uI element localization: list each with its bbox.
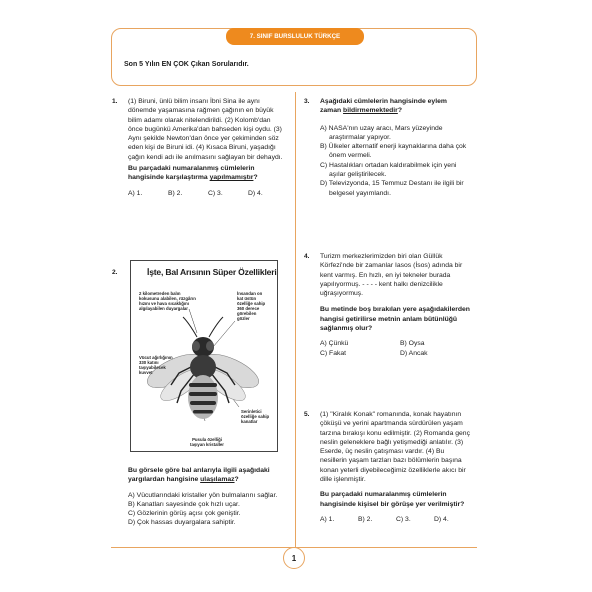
label-antennae: 2 kilometreden balın kokusunu alabilen, rüzgârın hızını ve hava sıcaklığını algılayabilen duyargalar [139,291,196,312]
question-1-prompt: Bu parçadaki numaralanmış cümlelerin hangisinde karşılaştırma yapılmamıştır? [128,165,258,182]
infographic-title: İşte, Bal Arısının Süper Özellikleri [147,267,277,277]
option-a[interactable]: A) 1. [320,515,335,523]
question-5 [304,410,470,524]
option-a[interactable]: A) NASA'nın uzay aracı, Mars yüzeyinde araştırmalar yapıyor. [320,124,443,141]
question-4-prompt: Bu metinde boş bırakılan yere aşağıdakilerden hangisi getirilirse metnin anlam bütünlüğü sağlanmış olur? [320,306,470,333]
question-2-options [128,491,288,528]
option-d[interactable]: D) Televizyonda, 15 Temmuz Destanı ile ilgili bir belgesel yayımlandı. [320,180,464,197]
question-4-text: Turizm merkezlerimizden biri olan Güllük Körfezi'nde bir zamanlar Iasos (İsos) adında bir kent varmış. En hızlı, en iyi tekneler burada yapılıyormuş. - - - - kent halkı denizcilikle uğraşıyormuş. [320,253,463,298]
option-b[interactable]: B) Kanatları sayesinde çok hızlı uçar. [128,500,240,508]
option-c[interactable]: C) Gözlerinin görüş açısı çok geniştir. [128,510,241,518]
question-5-number: 5. [304,411,310,418]
option-a[interactable]: A) 1. [128,189,143,197]
option-d[interactable]: D) Ancak [400,349,428,357]
question-5-prompt: Bu parçadaki numaralanmış cümlelerin hangisinde kişisel bir görüşe yer verilmiştir? [320,491,465,508]
question-3-prompt: Aşağıdaki cümlelerin hangisinde eylem zaman bildirmemektedir? [320,98,447,115]
question-3-number: 3. [304,98,310,105]
option-b[interactable]: B) 2. [358,515,373,523]
question-4 [304,252,470,358]
option-b[interactable]: B) Ülkeler alternatif enerji kaynaklarına daha çok önem vermeli. [320,143,467,160]
question-1-text: (1) Biruni, ünlü bilim insanı İbni Sina ile aynı dönemde yaşamasına rağmen çağının en büyük bilim adamı olarak nitelendirildi. (2) Kolomb'dan önce bugünkü Amerika'dan bahseden kişi oydu. (3) Aynı şekilde Newton'dan önce yer çekiminden söz eden kişi de Biruni idi. (4) Kısaca Biruni, yaşadığı çağın kendi adı ile anılmasını sağlayan bir dehaydı. [128,98,283,161]
label-eyes: İnsandan on kat üstün özelliğe sahip 360 derece görebilen gözler [237,291,266,322]
option-c[interactable]: C) 3. [208,189,223,197]
question-3 [304,97,468,198]
column-divider [295,92,296,547]
question-5-text: (1) "Kiralık Konak" romanında, konak hayatının çöküşü ve yerini apartmanda sürdürülen yaşam tarzına bırakışı konu edilmiştir. (2) Romanda genç neslin geleneklere bağlı yetişmediği anlatılır. (3) Eserde, üç neslin çatışması vardır. (4) Bu nesillerin yaşam tarzları bazı bölümlerin başına konan yeterli diyebileceğimiz özelliklerle akıcı bir dille işlenmiştir. [320,411,470,484]
label-legs: Vücut ağırlığının 330 katını taşıyabilecek kuvvet [139,355,173,376]
option-c[interactable]: C) Hastalıkları ortadan kaldırabilmek için yeni aşılar geliştirilecek. [320,161,457,179]
question-1-number: 1. [112,98,118,105]
option-b[interactable]: B) Oysa [400,340,425,348]
question-4-number: 4. [304,253,310,260]
option-a[interactable]: A) Vücutlarındaki kristaller yön bulmalarını sağlar. [128,491,278,499]
question-2-number: 2. [112,269,118,276]
bee-infographic [130,260,278,452]
option-c[interactable]: C) Fakat [320,349,347,357]
option-d[interactable]: D) Çok hassas duyargalara sahiptir. [128,519,236,527]
option-d[interactable]: D) 4. [248,189,263,197]
question-2-prompt: Bu görsele göre bal arılarıyla ilgili aşağıdaki yargılardan hangisine ulaşılamaz? [128,467,270,484]
page-number: 1 [283,547,305,569]
header-title: 7. SINIF BURSLULUK TÜRKÇE [226,28,364,45]
option-b[interactable]: B) 2. [168,189,183,197]
label-crystals: Pusula özelliği taşıyan kristaller [190,437,224,448]
question-3-options [320,124,468,198]
question-5-options [320,515,470,524]
question-2 [128,466,288,528]
question-1 [112,97,286,198]
option-d[interactable]: D) 4. [434,515,449,523]
question-1-options [128,189,286,198]
header-subtitle: Son 5 Yılın EN ÇOK Çıkan Soruları​dır. [124,61,249,68]
label-wings: Serinletici özelliğe sahip kanatlar [241,409,270,425]
option-c[interactable]: C) 3. [396,515,411,523]
question-4-options [320,339,470,358]
option-a[interactable]: A) Çünkü [320,340,349,348]
